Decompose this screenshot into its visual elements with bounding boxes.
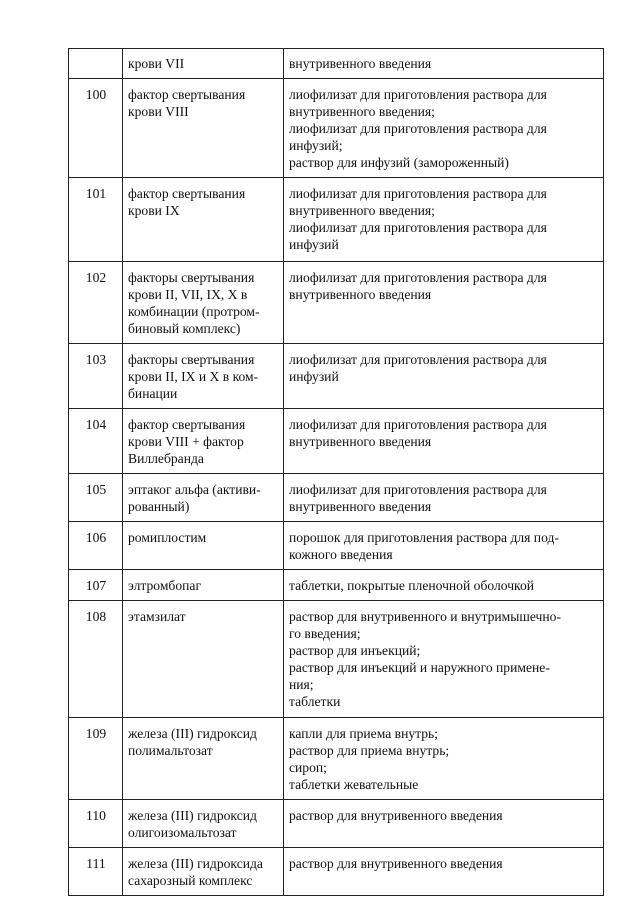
drug-name: фактор свертывания крови VIII [123, 79, 284, 178]
dosage-forms: лиофилизат для приготовления раствора для внутривенного введения [284, 409, 604, 474]
drug-table [68, 48, 604, 896]
drug-name: факторы свертывания крови II, IX и X в ком- бинации [123, 344, 284, 409]
dosage-forms: капли для приема внутрь; раствор для приема внутрь; сироп; таблетки жевательные [284, 718, 604, 800]
row-number: 106 [69, 522, 123, 570]
table-row [69, 344, 604, 409]
dosage-forms: порошок для приготовления раствора для под- кожного введения [284, 522, 604, 570]
table-row [69, 800, 604, 848]
row-number: 101 [69, 178, 123, 262]
dosage-forms: внутривенного введения [284, 49, 604, 79]
dosage-forms: раствор для внутривенного введения [284, 800, 604, 848]
row-number: 105 [69, 474, 123, 522]
table-row [69, 409, 604, 474]
dosage-forms: лиофилизат для приготовления раствора для инфузий [284, 344, 604, 409]
row-number: 110 [69, 800, 123, 848]
drug-name: фактор свертывания крови IX [123, 178, 284, 262]
drug-name: фактор свертывания крови VIII + фактор Виллебранда [123, 409, 284, 474]
table-row [69, 570, 604, 601]
dosage-forms: раствор для внутривенного и внутримышечно- го введения; раствор для инъекций; раствор для инъекций и наружного примене- ния; таблетки [284, 601, 604, 718]
dosage-forms: лиофилизат для приготовления раствора для внутривенного введения; лиофилизат для приготовления раствора для инфузий; раствор для инфузий (замороженный) [284, 79, 604, 178]
dosage-forms: раствор для внутривенного введения [284, 848, 604, 896]
table-row [69, 474, 604, 522]
dosage-forms: лиофилизат для приготовления раствора для внутривенного введения [284, 262, 604, 344]
row-number: 108 [69, 601, 123, 718]
drug-name: ромиплостим [123, 522, 284, 570]
table-row [69, 848, 604, 896]
dosage-forms: лиофилизат для приготовления раствора для внутривенного введения; лиофилизат для приготовления раствора для инфузий [284, 178, 604, 262]
table-row [69, 522, 604, 570]
row-number: 100 [69, 79, 123, 178]
row-number: 107 [69, 570, 123, 601]
table-row [69, 178, 604, 262]
row-number: 104 [69, 409, 123, 474]
row-number [69, 49, 123, 79]
drug-name: элтромбопаг [123, 570, 284, 601]
dosage-forms: таблетки, покрытые пленочной оболочкой [284, 570, 604, 601]
table-row [69, 262, 604, 344]
table-row [69, 718, 604, 800]
drug-name: факторы свертывания крови II, VII, IX, X в комбинации (протром- биновый комплекс) [123, 262, 284, 344]
drug-name: железа (III) гидроксид олигоизомальтозат [123, 800, 284, 848]
table-row [69, 601, 604, 718]
table-row [69, 79, 604, 178]
dosage-forms: лиофилизат для приготовления раствора для внутривенного введения [284, 474, 604, 522]
table-row [69, 49, 604, 79]
drug-name: этамзилат [123, 601, 284, 718]
drug-name: железа (III) гидроксид полимальтозат [123, 718, 284, 800]
drug-name: крови VII [123, 49, 284, 79]
drug-name: эптаког альфа (активи- рованный) [123, 474, 284, 522]
row-number: 102 [69, 262, 123, 344]
row-number: 111 [69, 848, 123, 896]
row-number: 103 [69, 344, 123, 409]
row-number: 109 [69, 718, 123, 800]
drug-name: железа (III) гидроксида сахарозный комплекс [123, 848, 284, 896]
